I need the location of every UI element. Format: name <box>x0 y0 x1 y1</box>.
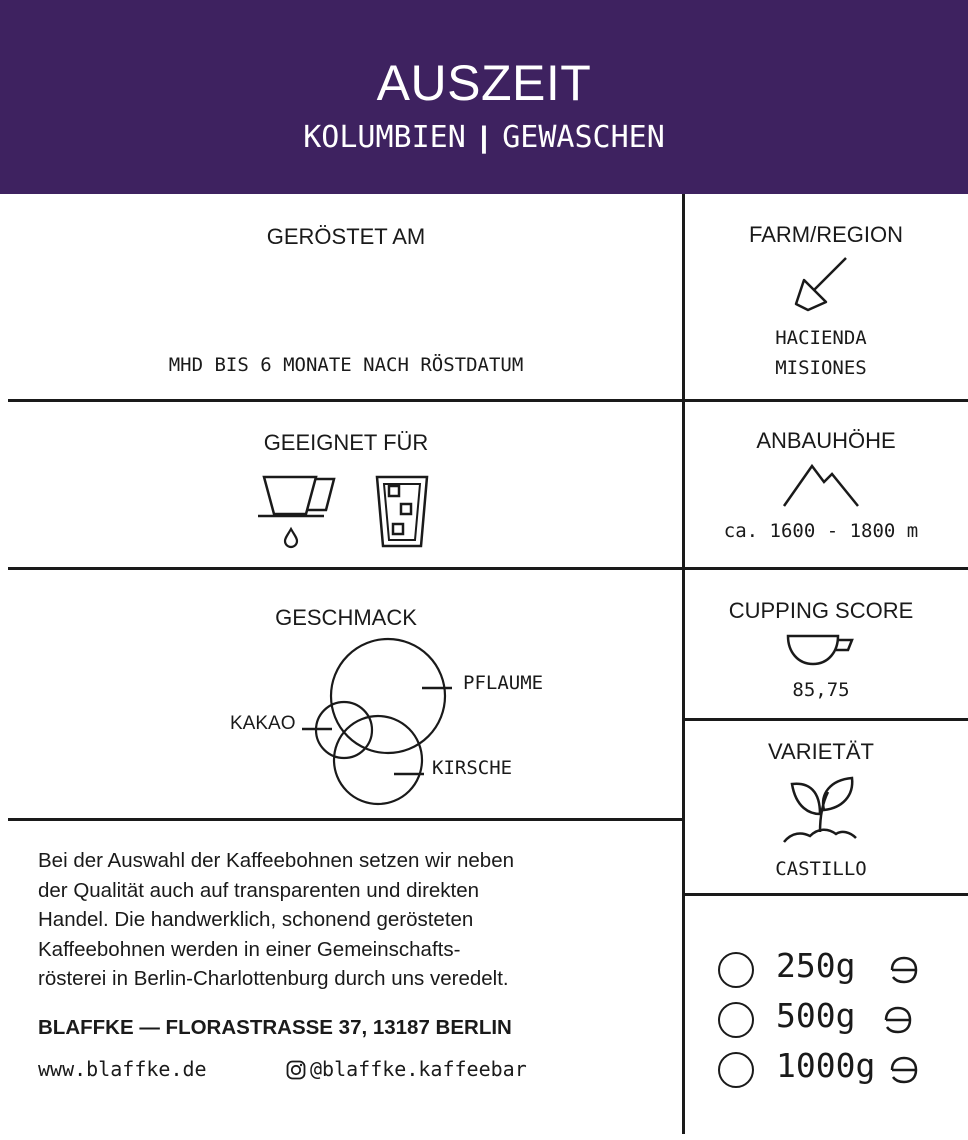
roast-heading: GERÖSTET AM <box>266 224 426 249</box>
size-checkbox[interactable] <box>718 1002 754 1038</box>
variety-value: CASTILLO <box>775 858 867 880</box>
bean-grind-icon <box>882 1006 914 1034</box>
origin-label: KOLUMBIEN <box>303 120 466 155</box>
description-line: rösterei in Berlin-Charlottenburg durch uns veredelt. <box>38 967 509 990</box>
variety-heading: VARIETÄT <box>768 739 874 764</box>
size-checkbox[interactable] <box>718 952 754 988</box>
size-label: 500g <box>776 996 856 1035</box>
flavor-note-kakao: KAKAO <box>230 713 296 734</box>
instagram-icon <box>286 1060 306 1080</box>
mhd-text: MHD BIS 6 MONATE NACH RÖSTDATUM <box>168 354 524 376</box>
cupping-heading: CUPPING SCORE <box>728 598 914 623</box>
altitude-value: ca. 1600 - 1800 m <box>723 520 919 542</box>
cup-icon <box>786 634 858 668</box>
size-label: 1000g <box>776 1046 876 1085</box>
shovel-icon <box>790 256 852 312</box>
divider-left-2 <box>8 567 968 570</box>
farm-name-line2: MISIONES <box>775 357 867 379</box>
altitude-heading: ANBAUHÖHE <box>756 428 896 453</box>
process-label: GEWASCHEN <box>502 120 665 155</box>
flavor-venn-diagram <box>290 630 490 810</box>
pour-over-icon <box>256 474 342 554</box>
mountain-icon <box>782 460 862 510</box>
description-line: Handel. Die handwerklich, schonend gerösteten <box>38 908 474 931</box>
description-line: Bei der Auswahl der Kaffeebohnen setzen wir neben <box>38 849 515 872</box>
product-title: AUSZEIT <box>376 55 592 111</box>
roastery-address: BLAFFKE — FLORASTRASSE 37, 13187 BERLIN <box>38 1016 512 1039</box>
instagram-handle[interactable]: @blaffke.kaffeebar <box>310 1057 527 1081</box>
taste-heading: GESCHMACK <box>275 605 417 630</box>
divider-left-1 <box>8 399 968 402</box>
flavor-note-kirsche: KIRSCHE <box>432 757 513 779</box>
subtitle-separator: | <box>479 121 489 154</box>
product-subtitle <box>0 120 968 155</box>
seedling-icon <box>780 774 862 846</box>
size-label: 250g <box>776 946 856 985</box>
bean-grind-icon <box>888 1056 920 1084</box>
iced-coffee-icon <box>374 474 430 550</box>
suitable-heading: GEEIGNET FÜR <box>263 430 429 455</box>
website-link[interactable]: www.blaffke.de <box>38 1057 207 1081</box>
header-banner <box>0 0 968 194</box>
cupping-score-value: 85,75 <box>792 679 850 701</box>
flavor-circle-pflaume <box>331 639 445 753</box>
description-text <box>38 846 638 994</box>
divider-right-2 <box>682 893 968 896</box>
divider-left-3 <box>8 818 684 821</box>
flavor-note-pflaume: PFLAUME <box>463 672 544 694</box>
farm-name-line1: HACIENDA <box>775 327 867 349</box>
bean-grind-icon <box>888 956 920 984</box>
flavor-circle-kirsche <box>334 716 422 804</box>
description-line: Kaffeebohnen werden in einer Gemeinschafts- <box>38 937 461 961</box>
description-line: der Qualität auch auf transparenten und direkten <box>38 878 480 902</box>
divider-right-1 <box>682 718 968 721</box>
size-checkbox[interactable] <box>718 1052 754 1088</box>
farm-heading: FARM/REGION <box>748 222 903 247</box>
